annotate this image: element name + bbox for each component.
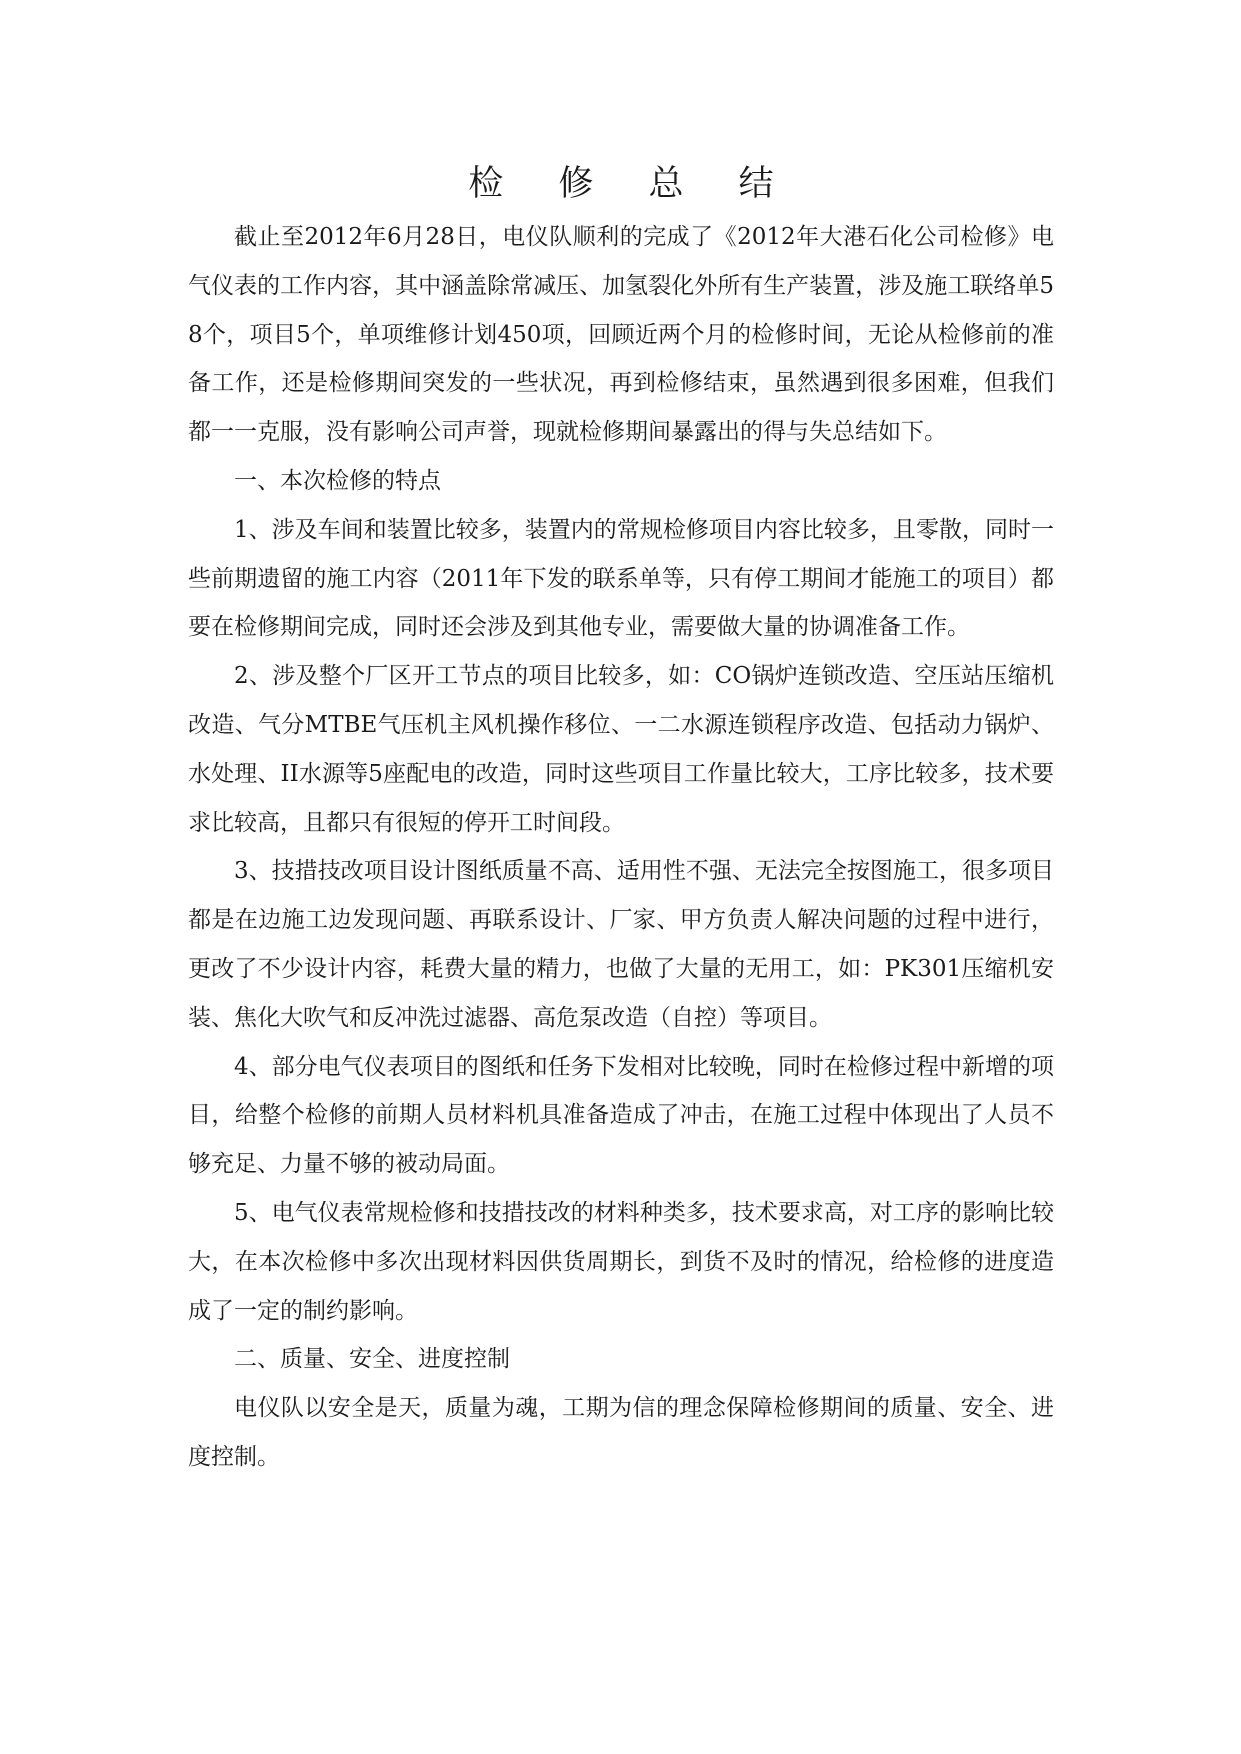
section-heading-features: 一、本次检修的特点 xyxy=(234,467,441,494)
paragraph-intro: 截止至2012年6月28日，电仪队顺利的完成了《2012年大港石化公司检修》电气仪表的工作内容，其中涵盖除常减压、加氢裂化外所有生产装置，涉及施工联络单58个，项目5个，单项维修计划450项，回顾近两个月的检修时间，无论从检修前的准备工作，还是检修期间突发的一些状况，再到检修结束，虽然遇到很多困难，但我们都一一克服，没有影响公司声誉，现就检修期间暴露出的得与失总结如下。 xyxy=(188,224,1054,446)
feature-item-2: 2、涉及整个厂区开工节点的项目比较多，如：CO锅炉连锁改造、空压站压缩机改造、气分MTBE气压机主风机操作移位、一二水源连锁程序改造、包括动力锅炉、水处理、II水源等5座配电的改造，同时这些项目工作量比较大，工序比较多，技术要求比较高，且都只有很短的停开工时间段。 xyxy=(188,663,1054,836)
feature-item-3: 3、技措技改项目设计图纸质量不高、适用性不强、无法完全按图施工，很多项目都是在边施工边发现问题、再联系设计、厂家、甲方负责人解决问题的过程中进行，更改了不少设计内容，耗费大量的精力，也做了大量的无用工，如：PK301压缩机安装、焦化大吹气和反冲洗过滤器、高危泵改造（自控）等项目。 xyxy=(188,858,1054,1031)
feature-item-5: 5、电气仪表常规检修和技措技改的材料种类多，技术要求高，对工序的影响比较大，在本次检修中多次出现材料因供货周期长，到货不及时的情况，给检修的进度造成了一定的制约影响。 xyxy=(188,1199,1054,1324)
paragraph-control: 电仪队以安全是天，质量为魂，工期为信的理念保障检修期间的质量、安全、进度控制。 xyxy=(188,1395,1054,1470)
feature-item-1: 1、涉及车间和装置比较多，装置内的常规检修项目内容比较多，且零散，同时一些前期遗留的施工内容（2011年下发的联系单等，只有停工期间才能施工的项目）都要在检修期间完成，同时还会涉及到其他专业，需要做大量的协调准备工作。 xyxy=(188,516,1054,641)
section-heading-control: 二、质量、安全、进度控制 xyxy=(234,1346,510,1373)
feature-item-4: 4、部分电气仪表项目的图纸和任务下发相对比较晚，同时在检修过程中新增的项目，给整个检修的前期人员材料机具准备造成了冲击，在施工过程中体现出了人员不够充足、力量不够的被动局面。 xyxy=(188,1053,1054,1178)
document-page xyxy=(188,160,1054,1482)
document-title: 检 修 总 结 xyxy=(468,164,796,204)
